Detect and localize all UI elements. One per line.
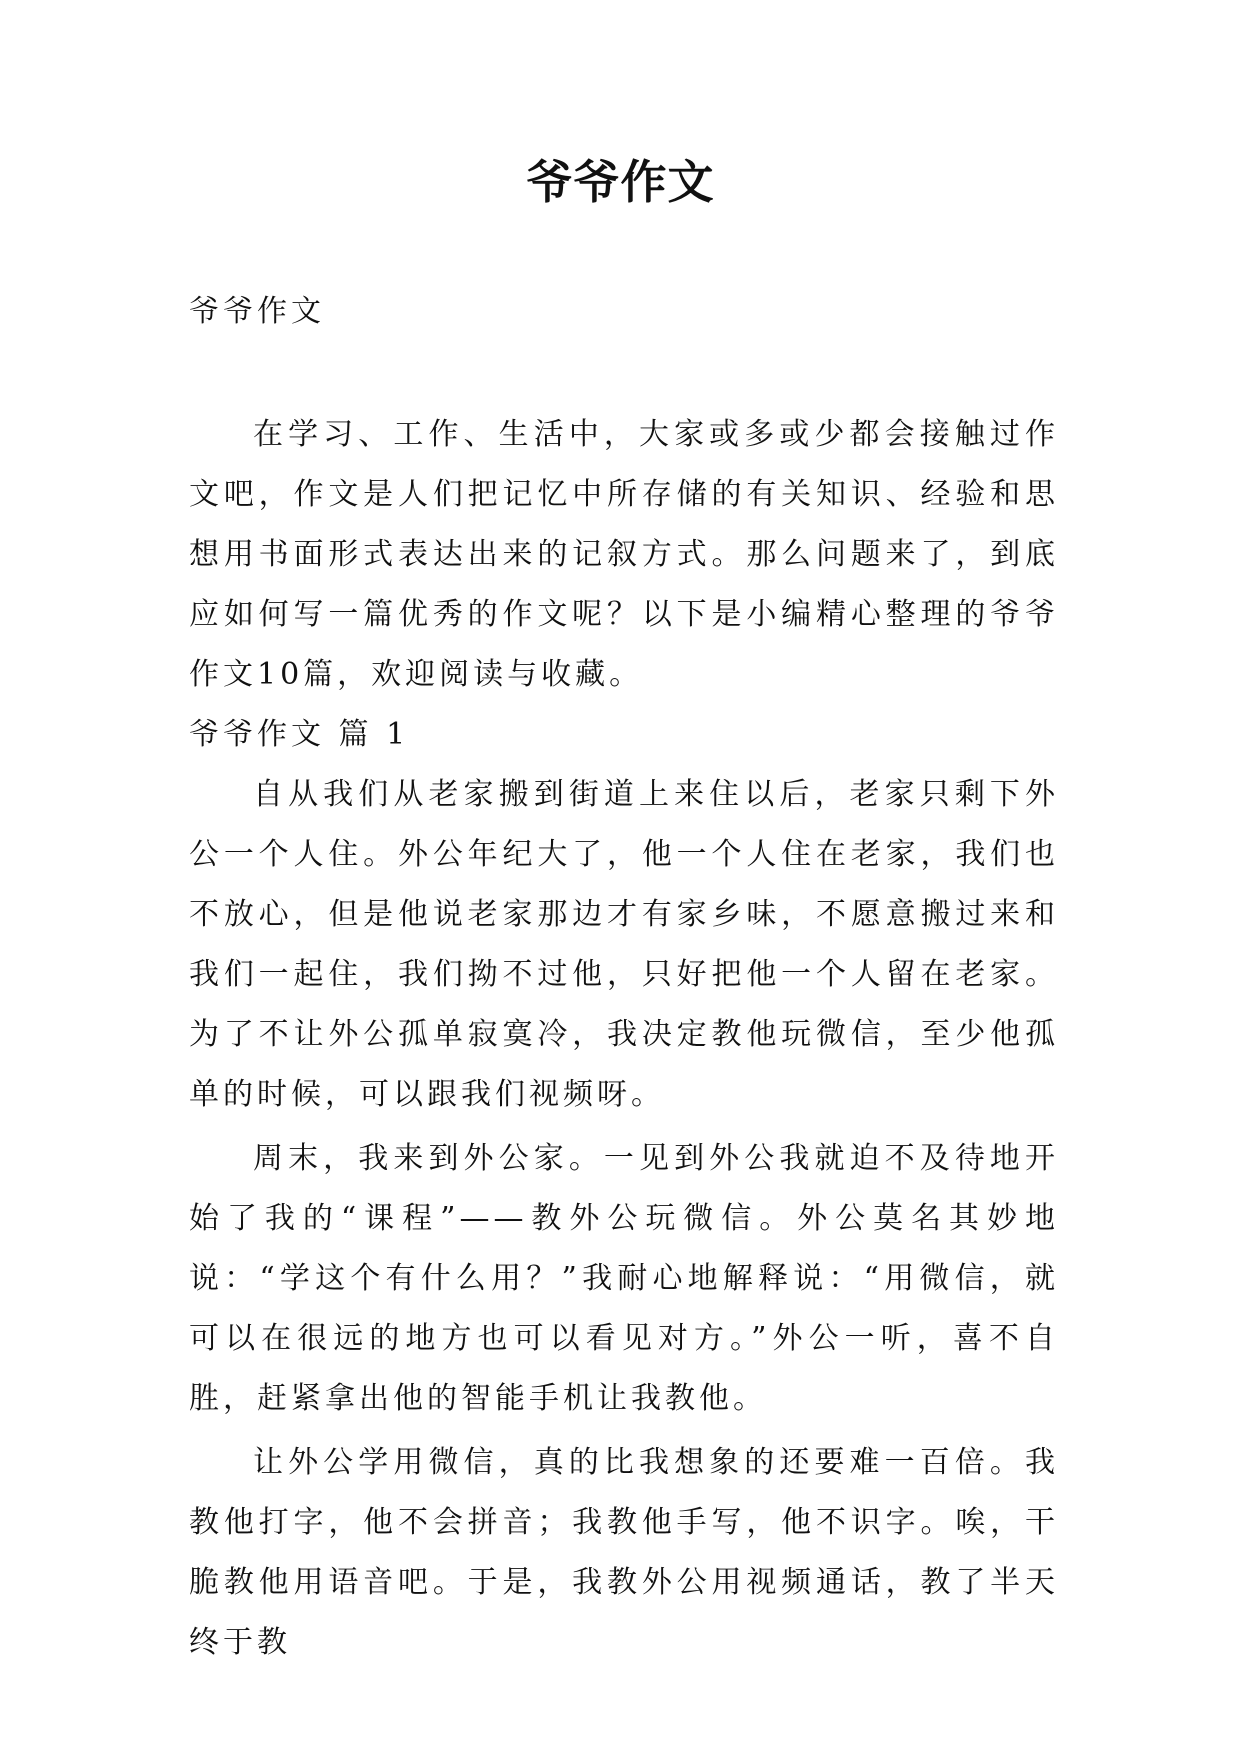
document-subtitle: 爷爷作文 <box>189 294 325 329</box>
body-paragraph-1: 自从我们从老家搬到街道上来住以后，老家只剩下外公一个人住。外公年纪大了，他一个人住在老家，我们也不放心，但是他说老家那边才有家乡味，不愿意搬过来和我们一起住，我们拗不过他，只好把他一个人留在老家。为了不让外公孤单寂寞冷，我决定教他玩微信，至少他孤单的时候，可以跟我们视频呀。 <box>189 777 1059 1112</box>
body-paragraph-3: 让外公学用微信，真的比我想象的还要难一百倍。我教他打字，他不会拼音；我教他手写，他不识字。唉，干脆教他用语音吧。于是，我教外公用视频通话，教了半天终于教 <box>189 1445 1059 1660</box>
intro-paragraph: 在学习、工作、生活中，大家或多或少都会接触过作文吧，作文是人们把记忆中所存储的有关知识、经验和思想用书面形式表达出来的记叙方式。那么问题来了，到底应如何写一篇优秀的作文呢？以下是小编精心整理的爷爷作文10篇，欢迎阅读与收藏。 <box>189 417 1059 692</box>
document-title: 爷爷作文 <box>526 155 715 209</box>
section-heading: 爷爷作文 篇 1 <box>189 717 410 752</box>
body-paragraph-2: 周末，我来到外公家。一见到外公我就迫不及待地开始了我的“课程”——教外公玩微信。外公莫名其妙地说：“学这个有什么用？”我耐心地解释说：“用微信，就可以在很远的地方也可以看见对方。”外公一听，喜不自胜，赶紧拿出他的智能手机让我教他。 <box>189 1141 1059 1416</box>
document-body <box>189 405 1059 1673</box>
